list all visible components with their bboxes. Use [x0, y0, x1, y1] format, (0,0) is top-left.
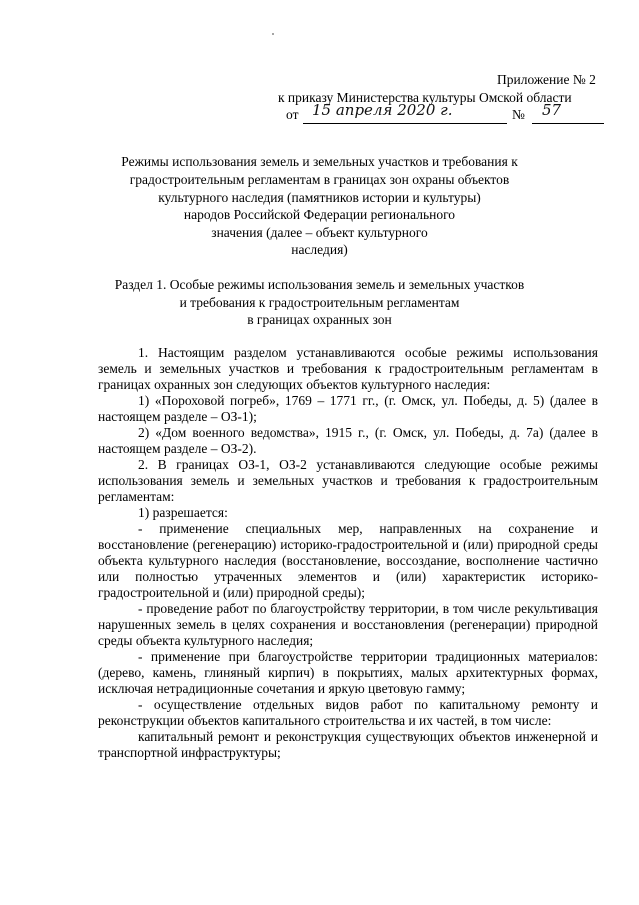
body-text	[98, 345, 598, 761]
item-2: 2) «Дом военного ведомства», 1915 г., (г. Омск, ул. Победы, д. 7а) (далее в настоящем разделе – ОЗ-2).	[98, 425, 598, 456]
item-1: 1) «Пороховой погреб», 1769 – 1771 гг., (г. Омск, ул. Победы, д. 5) (далее в настоящем разделе – ОЗ-1);	[98, 393, 598, 424]
title-line: народов Российской Федерации регионального	[183, 207, 456, 222]
section-line: Раздел 1. Особые режимы использования земель и земельных участков	[114, 277, 525, 292]
bullet-capital-repair: - осуществление отдельных видов работ по капитальному ремонту и реконструкции объектов капитального строительства и их частей, в том числе:	[98, 697, 598, 728]
section-line: в границах охранных зон	[247, 312, 392, 327]
number-prefix: №	[512, 107, 525, 122]
section-line: и требования к градостроительным регламентам	[179, 295, 460, 310]
title-line: наследия)	[291, 242, 348, 257]
date-underline	[303, 123, 507, 124]
handwritten-number: 57	[542, 101, 562, 119]
appendix-label: Приложение № 2	[497, 72, 596, 87]
subitem-permitted: 1) разрешается:	[138, 505, 228, 520]
title-line: значения (далее – объект культурного	[211, 225, 428, 240]
order-reference: к приказу Министерства культуры Омской области	[278, 90, 572, 105]
handwritten-date: 15 апреля 2020 г.	[312, 101, 453, 119]
title-line: градостроительным регламентам в границах зон охраны объектов	[129, 172, 510, 187]
paragraph-1: 1. Настоящим разделом устанавливаются особые режимы использования земель и земельных участков и требования к градостроительным регламентам в границах охранных зон следующих объектов культурного наследия:	[98, 345, 598, 392]
subparagraph-infrastructure: капитальный ремонт и реконструкция существующих объектов инженерной и транспортной инфраструктуры;	[98, 729, 598, 760]
number-underline	[532, 123, 604, 124]
date-prefix: от	[286, 107, 299, 122]
paragraph-2: 2. В границах ОЗ-1, ОЗ-2 устанавливаются следующие особые режимы использования земель и земельных участков и требования к градостроительным регламентам:	[98, 457, 598, 504]
bullet-traditional-materials: - применение при благоустройстве территории традиционных материалов: (дерево, камень, глиняный кирпич) в покрытиях, малых архитектурных формах, исключая нетрадиционные сочетания и яркую цветовую гамму;	[98, 649, 598, 696]
title-line: культурного наследия (памятников истории и культуры)	[158, 190, 481, 205]
bullet-special-measures: - применение специальных мер, направленных на сохранение и восстановление (регенерацию) историко-градостроительной и (или) природной среды объекта культурного наследия (восстановление, воссоздание, восполнение частично или полностью утраченных элементов и (или) характеристик историко-градостроительной и (или) природной среды);	[98, 521, 598, 600]
bullet-landscaping-works: - проведение работ по благоустройству территории, в том числе рекультивация нарушенных земель в целях сохранения и восстановления (регенерации) природной среды объекта культурного наследия;	[98, 601, 598, 648]
title-line: Режимы использования земель и земельных участков и требования к	[121, 154, 518, 169]
scan-speck	[272, 33, 274, 35]
